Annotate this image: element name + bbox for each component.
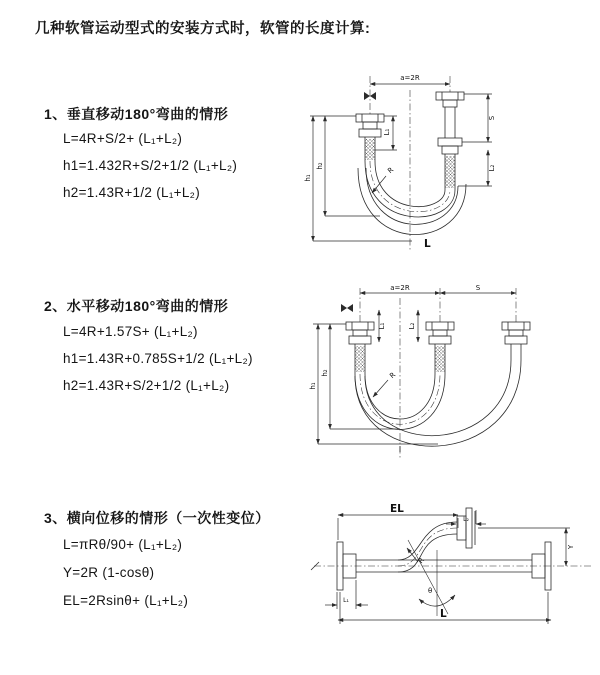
diagram-lateral-displacement <box>300 498 600 675</box>
dim-label-el: EL <box>390 503 404 515</box>
dim-label-s: S <box>475 284 481 292</box>
section-2-formula-3: h2=1.43R+S/2+1/2 (L₁+L₂) <box>63 378 230 393</box>
dim-label-l2: L₂ <box>463 516 469 523</box>
dim-label-l-total: L <box>424 238 431 250</box>
hose-assembly <box>356 92 466 235</box>
section-2-formula-1: L=4R+1.57S+ (L₁+L₂) <box>63 324 198 339</box>
dim-label-l2: L₂ <box>488 164 496 172</box>
diagram-vertical-180-bend <box>300 66 600 258</box>
dim-label-r: R <box>388 370 398 381</box>
dim-label-l1: L₁ <box>343 597 349 604</box>
dim-label-a2r: a=2R <box>400 74 420 82</box>
dim-label-a2r: a=2R <box>390 284 410 292</box>
section-3-heading: 3、横向位移的情形（一次性变位） <box>44 510 270 526</box>
section-1-formula-2: h1=1.432R+S/2+1/2 (L₁+L₂) <box>63 158 238 173</box>
dimension-lines <box>310 84 492 241</box>
centerlines <box>360 288 516 460</box>
dim-label-h2: h₂ <box>316 162 324 170</box>
page-title: 几种软管运动型式的安装方式时，软管的长度计算: <box>35 21 371 37</box>
valve-icon <box>341 304 353 312</box>
dim-label-r: R <box>386 165 396 176</box>
diagram-horizontal-180-bend <box>303 278 600 466</box>
dim-label-h2: h₂ <box>321 369 329 377</box>
dim-label-l1: L₁ <box>383 128 391 136</box>
dim-label-l-total: L <box>440 608 447 620</box>
dim-label-y: Y <box>567 544 575 550</box>
dim-label-r: R <box>416 556 427 566</box>
dim-label-theta: θ <box>428 587 433 595</box>
section-3-formula-1: L=πRθ/90+ (L₁+L₂) <box>63 537 183 552</box>
dim-label-h1: h₁ <box>304 174 312 182</box>
dim-label-l2: L₂ <box>408 322 416 330</box>
section-1-formula-1: L=4R+S/2+ (L₁+L₂) <box>63 131 183 146</box>
dimension-lines <box>325 510 570 624</box>
section-1-formula-3: h2=1.43R+1/2 (L₁+L₂) <box>63 185 201 200</box>
section-1-heading: 1、垂直移动180°弯曲的情形 <box>44 106 229 122</box>
section-2-formula-2: h1=1.43R+0.785S+1/2 (L₁+L₂) <box>63 351 253 366</box>
dim-label-s: S <box>488 115 496 121</box>
section-2-heading: 2、水平移动180°弯曲的情形 <box>44 298 229 314</box>
section-3-formula-2: Y=2R (1-cosθ) <box>63 565 155 580</box>
hose-assembly <box>346 322 530 452</box>
dim-label-l1: L₁ <box>378 322 386 330</box>
dim-label-h1: h₁ <box>309 382 317 390</box>
section-3-formula-3: EL=2Rsinθ+ (L₁+L₂) <box>63 593 189 608</box>
